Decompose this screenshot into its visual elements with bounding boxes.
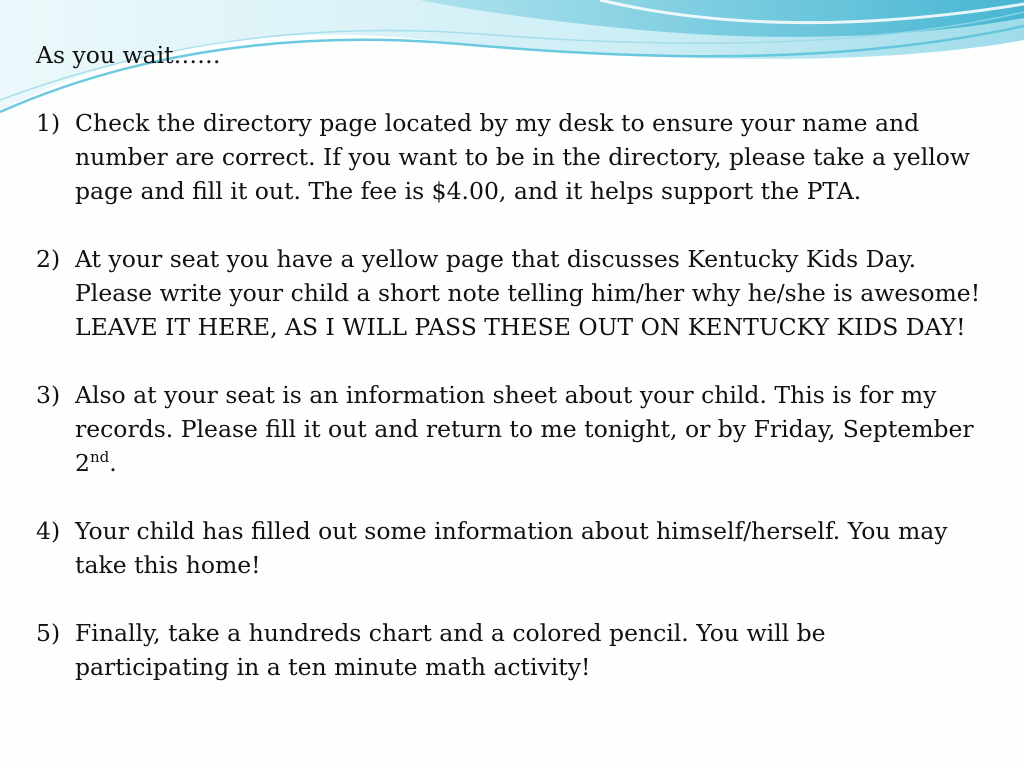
- list-item-2: [36, 242, 986, 344]
- item-text-end: .: [109, 449, 117, 477]
- item-number: 1): [36, 109, 61, 137]
- item-text-container: [75, 378, 986, 480]
- ordinal-suffix: nd: [89, 448, 110, 467]
- list-item-1: [36, 106, 986, 208]
- item-text: At your seat you have a yellow page that discusses Kentucky Kids Day. Please write your child a short note telling him/her why he/she is awesome! LEAVE IT HERE, AS I WILL PASS THESE OUT ON KENTUCKY KIDS DAY!: [75, 245, 981, 341]
- list-item-5: [36, 616, 986, 684]
- item-number: 5): [36, 619, 61, 647]
- item-number: 3): [36, 381, 61, 409]
- item-text: Finally, take a hundreds chart and a colored pencil. You will be participating in a ten minute math activity!: [75, 619, 826, 681]
- item-text: Check the directory page located by my desk to ensure your name and number are correct. If you want to be in the directory, please take a yellow page and fill it out. The fee is $4.00, and it helps support the PTA.: [75, 109, 970, 205]
- instructions-list: [36, 106, 986, 684]
- item-text: Your child has filled out some information about himself/herself. You may take this home!: [75, 517, 948, 579]
- item-text: Also at your seat is an information sheet about your child. This is for my records. Please fill it out and return to me tonight, or by Friday, September 2: [75, 381, 974, 477]
- slide-body: [36, 38, 986, 718]
- list-item-4: [36, 514, 986, 582]
- list-item-3: [36, 378, 986, 480]
- item-number: 2): [36, 245, 61, 273]
- item-number: 4): [36, 517, 61, 545]
- slide-heading: As you wait……: [36, 41, 221, 69]
